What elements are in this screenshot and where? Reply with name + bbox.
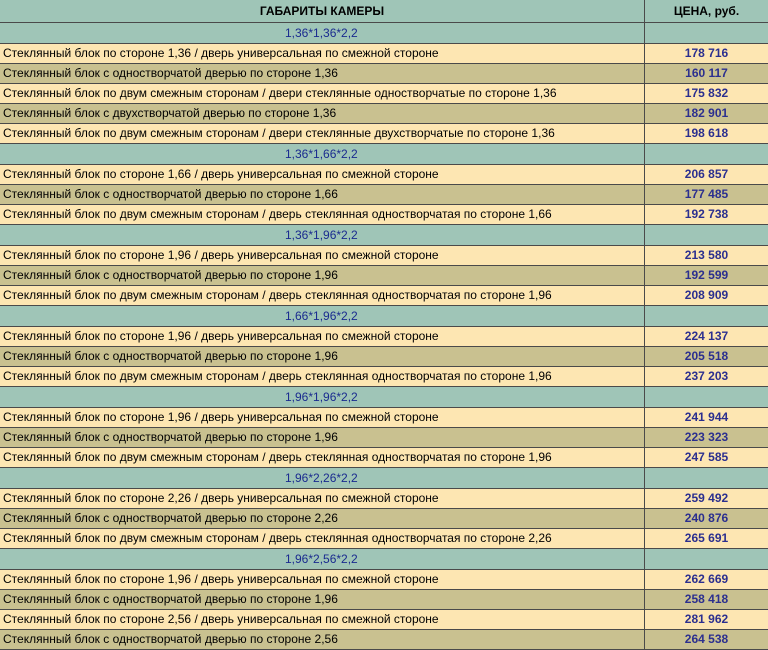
- item-price: 208 909: [684, 288, 729, 302]
- table-row: [0, 205, 768, 225]
- item-description: Стеклянный блок по стороне 1,96 / дверь универсальная по смежной стороне: [0, 408, 645, 427]
- size-group-header: [0, 387, 768, 408]
- table-row: [0, 185, 768, 205]
- table-row: [0, 84, 768, 104]
- table-row: [0, 246, 768, 266]
- table-row: [0, 347, 768, 367]
- table-row: [0, 610, 768, 630]
- table-row: [0, 266, 768, 286]
- size-label: 1,96*1,96*2,2: [0, 387, 645, 407]
- item-price: 258 418: [684, 592, 729, 606]
- item-description: Стеклянный блок с одностворчатой дверью по стороне 1,96: [0, 347, 645, 366]
- item-description: Стеклянный блок с одностворчатой дверью по стороне 2,26: [0, 509, 645, 528]
- table-row: [0, 165, 768, 185]
- item-description: Стеклянный блок по стороне 1,96 / дверь универсальная по смежной стороне: [0, 570, 645, 589]
- item-description: Стеклянный блок по стороне 1,96 / дверь универсальная по смежной стороне: [0, 246, 645, 265]
- item-description: Стеклянный блок по стороне 1,36 / дверь универсальная по смежной стороне: [0, 44, 645, 63]
- size-price-cell: [645, 144, 768, 164]
- size-price-cell: [645, 549, 768, 569]
- item-price: 224 137: [684, 329, 729, 343]
- size-label: 1,36*1,66*2,2: [0, 144, 645, 164]
- size-label: 1,66*1,96*2,2: [0, 306, 645, 326]
- item-description: Стеклянный блок с двухстворчатой дверью по стороне 1,36: [0, 104, 645, 123]
- item-description: Стеклянный блок с одностворчатой дверью по стороне 1,96: [0, 266, 645, 285]
- item-description: Стеклянный блок по стороне 1,66 / дверь универсальная по смежной стороне: [0, 165, 645, 184]
- item-price: 213 580: [684, 248, 729, 262]
- size-price-cell: [645, 468, 768, 488]
- table-row: [0, 408, 768, 428]
- size-group-header: [0, 225, 768, 246]
- table-row: [0, 509, 768, 529]
- item-price: 241 944: [684, 410, 729, 424]
- item-price: 178 716: [684, 46, 729, 60]
- table-row: [0, 428, 768, 448]
- item-description: Стеклянный блок по двум смежным сторонам / дверь стеклянная одностворчатая по стороне 2,26: [0, 529, 645, 548]
- item-description: Стеклянный блок с одностворчатой дверью по стороне 1,36: [0, 64, 645, 83]
- item-description: Стеклянный блок с одностворчатой дверью по стороне 1,96: [0, 428, 645, 447]
- item-price: 247 585: [684, 450, 729, 464]
- size-group-header: [0, 306, 768, 327]
- table-row: [0, 590, 768, 610]
- item-description: Стеклянный блок по стороне 2,26 / дверь универсальная по смежной стороне: [0, 489, 645, 508]
- item-description: Стеклянный блок по двум смежным сторонам / дверь стеклянная одностворчатая по стороне 1,96: [0, 286, 645, 305]
- size-label: 1,96*2,56*2,2: [0, 549, 645, 569]
- size-group-header: [0, 23, 768, 44]
- item-description: Стеклянный блок по двум смежным сторонам / двери стеклянные одностворчатые по стороне 1,36: [0, 84, 645, 103]
- table-row: [0, 448, 768, 468]
- item-price: 177 485: [684, 187, 729, 201]
- size-price-cell: [645, 387, 768, 407]
- item-description: Стеклянный блок с одностворчатой дверью по стороне 1,96: [0, 590, 645, 609]
- item-price: 175 832: [684, 86, 729, 100]
- item-price: 265 691: [684, 531, 729, 545]
- table-row: [0, 44, 768, 64]
- size-label: 1,36*1,96*2,2: [0, 225, 645, 245]
- table-row: [0, 367, 768, 387]
- item-description: Стеклянный блок с одностворчатой дверью по стороне 1,66: [0, 185, 645, 204]
- table-row: [0, 104, 768, 124]
- table-header: [0, 0, 768, 23]
- item-price: 240 876: [684, 511, 729, 525]
- size-price-cell: [645, 23, 768, 43]
- item-price: 281 962: [684, 612, 729, 626]
- table-row: [0, 529, 768, 549]
- table-row: [0, 489, 768, 509]
- item-price: 160 117: [685, 66, 728, 80]
- size-price-cell: [645, 306, 768, 326]
- size-label: 1,96*2,26*2,2: [0, 468, 645, 488]
- table-row: [0, 570, 768, 590]
- item-price: 259 492: [684, 491, 729, 505]
- table-row: [0, 286, 768, 306]
- size-price-cell: [645, 225, 768, 245]
- item-price: 198 618: [684, 126, 729, 140]
- table-row: [0, 327, 768, 347]
- size-group-header: [0, 468, 768, 489]
- item-price: 206 857: [684, 167, 729, 181]
- table-row: [0, 630, 768, 650]
- item-description: Стеклянный блок по двум смежным сторонам / дверь стеклянная одностворчатая по стороне 1,66: [0, 205, 645, 224]
- item-price: 192 599: [684, 268, 729, 282]
- table-row: [0, 124, 768, 144]
- item-description: Стеклянный блок по стороне 2,56 / дверь универсальная по смежной стороне: [0, 610, 645, 629]
- item-description: Стеклянный блок по двум смежным сторонам / двери стеклянные двухстворчатые по стороне 1,36: [0, 124, 645, 143]
- item-price: 237 203: [684, 369, 729, 383]
- item-price: 192 738: [684, 207, 729, 221]
- header-title: ГАБАРИТЫ КАМЕРЫ: [0, 0, 645, 22]
- header-price: ЦЕНА, руб.: [673, 4, 740, 18]
- item-price: 205 518: [684, 349, 729, 363]
- item-price: 223 323: [684, 430, 729, 444]
- size-group-header: [0, 549, 768, 570]
- size-group-header: [0, 144, 768, 165]
- table-row: [0, 64, 768, 84]
- table-body: [0, 23, 768, 650]
- item-description: Стеклянный блок с одностворчатой дверью по стороне 2,56: [0, 630, 645, 649]
- item-price: 262 669: [684, 572, 729, 586]
- item-description: Стеклянный блок по стороне 1,96 / дверь универсальная по смежной стороне: [0, 327, 645, 346]
- item-description: Стеклянный блок по двум смежным сторонам / дверь стеклянная одностворчатая по стороне 1,96: [0, 367, 645, 386]
- size-label: 1,36*1,36*2,2: [0, 23, 645, 43]
- item-price: 182 901: [684, 106, 729, 120]
- item-description: Стеклянный блок по двум смежным сторонам / дверь стеклянная одностворчатая по стороне 1,96: [0, 448, 645, 467]
- item-price: 264 538: [684, 632, 729, 646]
